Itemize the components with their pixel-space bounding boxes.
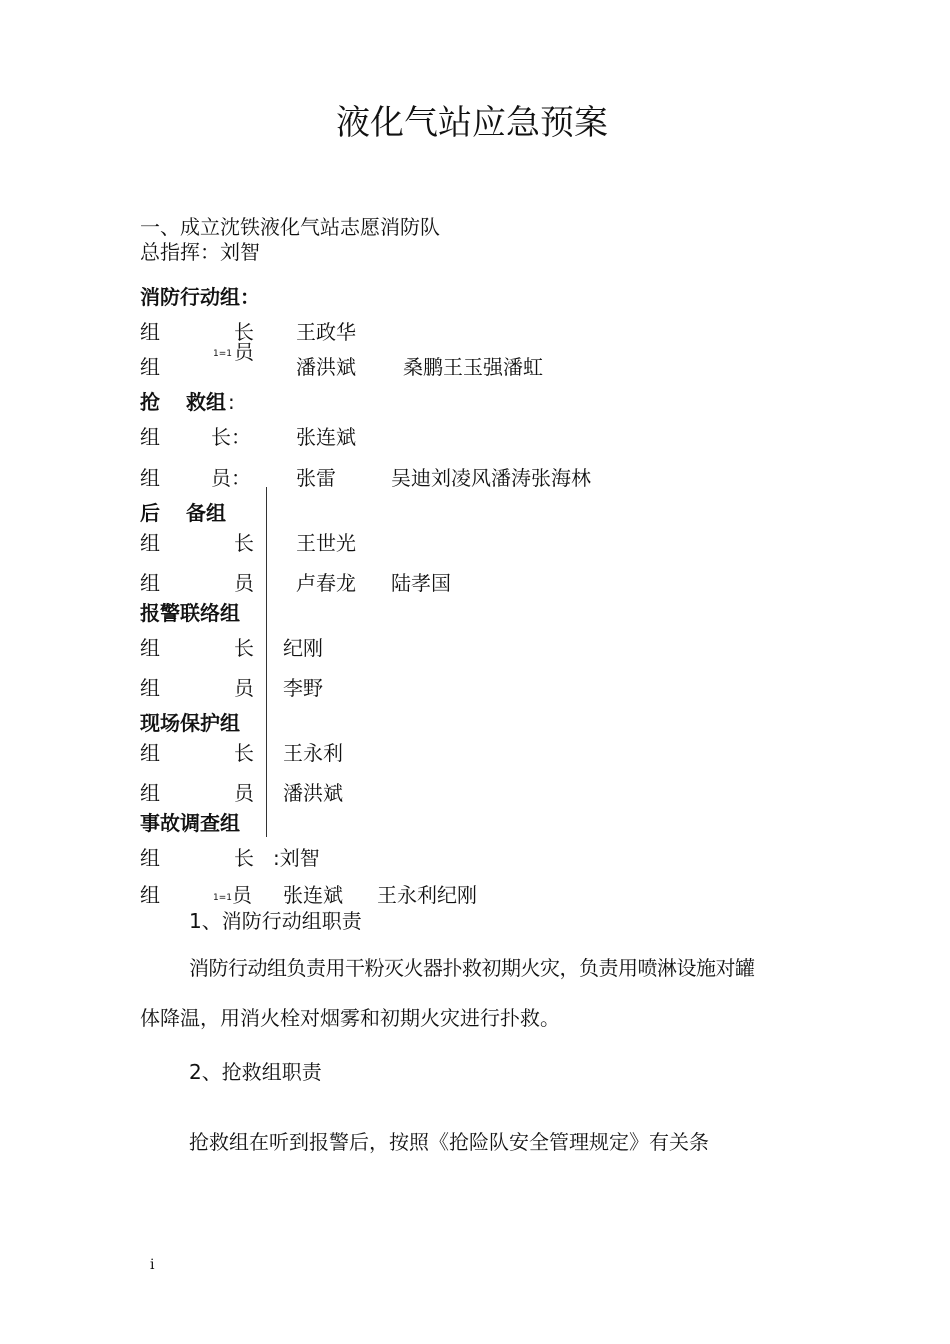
role-label: 员 bbox=[234, 676, 254, 700]
role-note: 1=1 bbox=[213, 893, 232, 903]
duty-heading: 1、消防行动组职责 bbox=[189, 909, 362, 933]
divider-line bbox=[266, 487, 267, 837]
role-label: 组 bbox=[140, 571, 160, 595]
role-label: 组 bbox=[140, 466, 160, 490]
member-names: 吴迪刘凌风潘涛张海林 bbox=[391, 466, 591, 490]
role-label: 员 bbox=[234, 340, 254, 364]
group-heading-investigation: 事故调查组 bbox=[140, 811, 240, 835]
role-label: 组 bbox=[140, 425, 160, 449]
role-label: 组 bbox=[140, 636, 160, 660]
role-label: 组 bbox=[140, 676, 160, 700]
role-label: 员 bbox=[234, 571, 254, 595]
page-number: i bbox=[150, 1257, 155, 1273]
role-label: 组 bbox=[140, 320, 160, 344]
role-label: 长 bbox=[234, 636, 254, 660]
leader-name: 纪刚 bbox=[283, 636, 323, 660]
group-heading-rescue: 抢 bbox=[140, 390, 160, 414]
role-note: 1=1 bbox=[213, 349, 232, 359]
leader-name: 王世光 bbox=[296, 531, 356, 555]
leader-name: 王永利 bbox=[283, 741, 343, 765]
leader-name: :刘智 bbox=[273, 846, 320, 870]
member-name: 潘洪斌 bbox=[283, 781, 343, 805]
role-label: 长 bbox=[234, 531, 254, 555]
page-title: 液化气站应急预案 bbox=[336, 103, 608, 143]
paragraph-line: 抢救组在听到报警后，按照《抢险队安全管理规定》有关条 bbox=[189, 1130, 709, 1154]
member-name: 潘洪斌 bbox=[296, 355, 356, 379]
group-heading-scene: 现场保护组 bbox=[140, 711, 240, 735]
role-label: 组 bbox=[140, 781, 160, 805]
member-name: 李野 bbox=[283, 676, 323, 700]
role-label: 组 bbox=[140, 531, 160, 555]
member-name: 张雷 bbox=[296, 466, 336, 490]
role-label: 长 bbox=[234, 741, 254, 765]
leader-name: 张连斌 bbox=[296, 425, 356, 449]
member-names: 桑鹏王玉强潘虹 bbox=[403, 355, 543, 379]
member-name: 卢春龙 bbox=[296, 571, 356, 595]
commander-line: 总指挥：刘智 bbox=[140, 240, 260, 264]
role-label: 组 bbox=[140, 883, 160, 907]
member-names: 王永利纪刚 bbox=[377, 883, 477, 907]
role-label: 长： bbox=[211, 425, 251, 449]
paragraph-line: 体降温，用消火栓对烟雾和初期火灾进行扑救。 bbox=[140, 1006, 560, 1030]
paragraph-line: 消防行动组负责用干粉灭火器扑救初期火灾，负责用喷淋设施对罐 bbox=[189, 956, 755, 980]
group-heading-fire-action: 消防行动组： bbox=[140, 285, 260, 309]
member-name: 张连斌 bbox=[283, 883, 343, 907]
role-label: 员 bbox=[234, 781, 254, 805]
duty-heading: 2、抢救组职责 bbox=[189, 1060, 322, 1084]
role-label: 组 bbox=[140, 741, 160, 765]
leader-name: 王政华 bbox=[296, 320, 356, 344]
group-heading-rescue-b: 救组 bbox=[186, 390, 226, 414]
member-name: 陆孝国 bbox=[391, 571, 451, 595]
group-heading-alarm: 报警联络组 bbox=[140, 601, 240, 625]
role-label: 组 bbox=[140, 846, 160, 870]
role-label: 长 bbox=[234, 320, 254, 344]
group-heading-reserve: 后 bbox=[140, 501, 160, 525]
role-label: 长 bbox=[234, 846, 254, 870]
role-label: 员 bbox=[232, 883, 252, 907]
group-heading-rescue-c: : bbox=[228, 390, 235, 414]
group-heading-reserve-b: 备组 bbox=[186, 501, 226, 525]
role-label: 组 bbox=[140, 355, 160, 379]
section-heading: 一、成立沈铁液化气站志愿消防队 bbox=[140, 215, 440, 239]
role-label: 员： bbox=[211, 466, 251, 490]
